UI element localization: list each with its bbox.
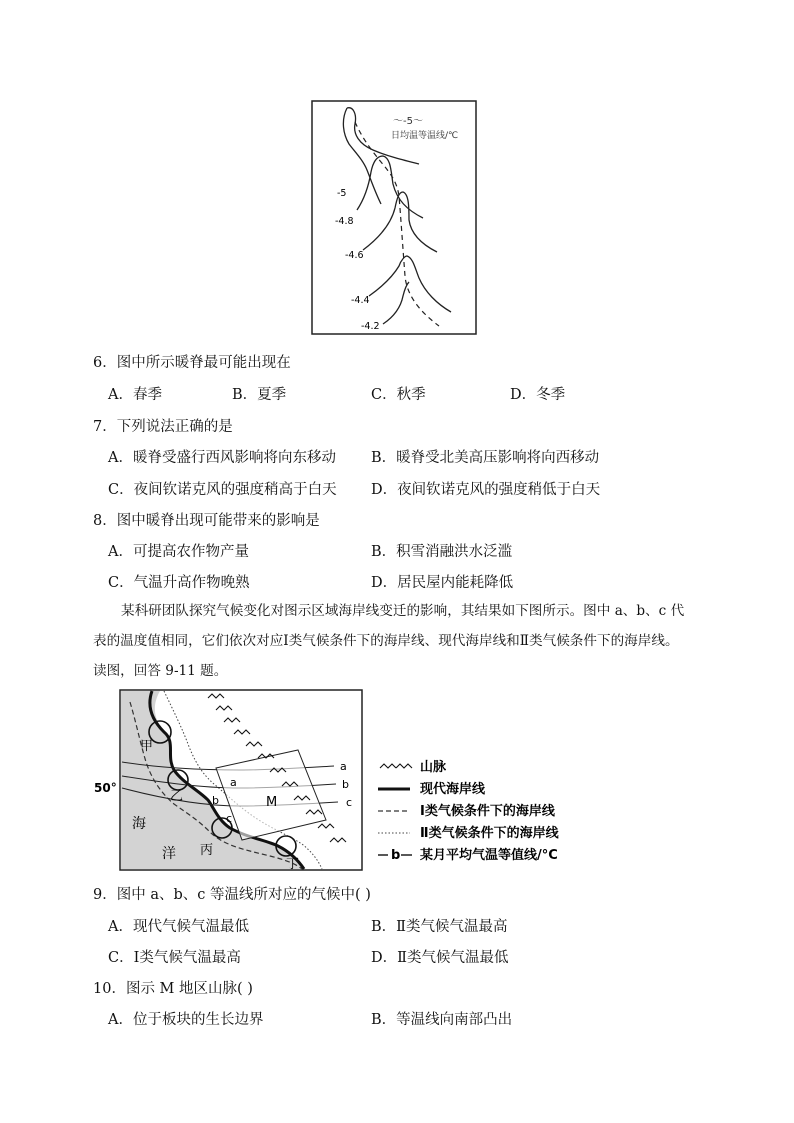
q9-option-d: D．Ⅱ类气候气温最低 xyxy=(371,950,509,966)
q6-option-a: A．春季 xyxy=(108,387,162,403)
question-9-stem: 9．图中 a、b、c 等温线所对应的气候中( ) xyxy=(93,887,371,903)
isotherm-label-c-left: c xyxy=(226,812,233,825)
latitude-label: 50° xyxy=(94,781,117,795)
q7-option-b: B．暖脊受北美高压影响将向西移动 xyxy=(371,450,600,466)
isotherm-figure xyxy=(311,100,477,336)
q8-option-c: C．气温升高作物晚熟 xyxy=(108,575,250,591)
question-8-stem: 8．图中暖脊出现可能带来的影响是 xyxy=(93,513,320,529)
q6-option-c: C．秋季 xyxy=(371,387,426,403)
q8-option-d: D．居民屋内能耗降低 xyxy=(371,575,514,591)
legend-isotherm: 某月平均气温等值线/°C xyxy=(420,848,558,863)
q9-option-a: A．现代气候气温最低 xyxy=(108,919,249,935)
passage-line-2: 表的温度值相同，它们依次对应Ⅰ类气候条件下的海岸线、现代海岸线和Ⅱ类气候条件下的海岸线。 xyxy=(93,633,679,649)
question-6-stem: 6．图中所示暖脊最可能出现在 xyxy=(93,355,291,371)
q10-option-a: A．位于板块的生长边界 xyxy=(108,1012,264,1028)
question-7-stem: 7．下列说法正确的是 xyxy=(93,419,233,435)
coastline-figure xyxy=(90,688,630,874)
passage-line-1: 某科研团队探究气候变化对图示区域海岸线变迁的影响，其结果如下图所示。图中 a、b、c 代 xyxy=(121,603,685,619)
legend-isotherm-b: b xyxy=(391,848,401,863)
legend xyxy=(378,760,560,863)
q7-option-c: C．夜间钦诺克风的强度稍高于白天 xyxy=(108,482,337,498)
region-label-m: M xyxy=(266,795,278,810)
isotherm-label-a-left: a xyxy=(230,776,237,789)
q7-option-d: D．夜间钦诺克风的强度稍低于白天 xyxy=(371,482,601,498)
isotherm-label: -4.8 xyxy=(335,216,354,227)
isotherm-label: -4.6 xyxy=(345,250,364,261)
q9-option-c: C．Ⅰ类气候气温最高 xyxy=(108,950,241,966)
legend-type2: Ⅱ类气候条件下的海岸线 xyxy=(420,826,559,841)
isotherm-label-c-right: c xyxy=(346,796,353,809)
q9-option-b: B．Ⅱ类气候气温最高 xyxy=(371,919,508,935)
place-label-yi: 乙 xyxy=(170,789,184,804)
place-label-bing: 丙 xyxy=(200,843,214,858)
legend-label: 日均温等温线/℃ xyxy=(391,131,459,141)
question-10-stem: 10．图示 M 地区山脉( ) xyxy=(93,981,253,997)
legend-type1: Ⅰ类气候条件下的海岸线 xyxy=(420,804,555,819)
isotherm-label: -4.4 xyxy=(351,295,370,306)
isotherm-label: -4.2 xyxy=(361,321,380,332)
q6-option-b: B．夏季 xyxy=(232,387,287,403)
legend-modern: 现代海岸线 xyxy=(420,782,486,797)
q6-option-d: D．冬季 xyxy=(510,387,566,403)
isotherm-label: -5 xyxy=(337,188,347,199)
q10-option-b: B．等温线向南部凸出 xyxy=(371,1012,513,1028)
isotherm-label-b-left: b xyxy=(212,794,219,807)
isotherm-label-a-right: a xyxy=(340,760,347,773)
passage-line-3: 读图，回答 9-11 题。 xyxy=(93,663,228,679)
q8-option-a: A．可提高农作物产量 xyxy=(108,544,249,560)
place-label-ding: 丁 xyxy=(286,857,300,872)
q7-option-a: A．暖脊受盛行西风影响将向东移动 xyxy=(108,450,336,466)
legend-mountain-icon xyxy=(380,764,412,768)
legend-symbol: ～-5～ xyxy=(393,116,423,127)
sea-label-hai: 海 xyxy=(132,816,146,832)
legend-mountain: 山脉 xyxy=(420,760,447,775)
q8-option-b: B．积雪消融洪水泛滥 xyxy=(371,544,513,560)
isotherm-label-b-right: b xyxy=(342,778,349,791)
passage xyxy=(93,596,713,686)
place-label-jia: 甲 xyxy=(140,739,154,754)
sea-label-yang: 洋 xyxy=(162,846,176,862)
